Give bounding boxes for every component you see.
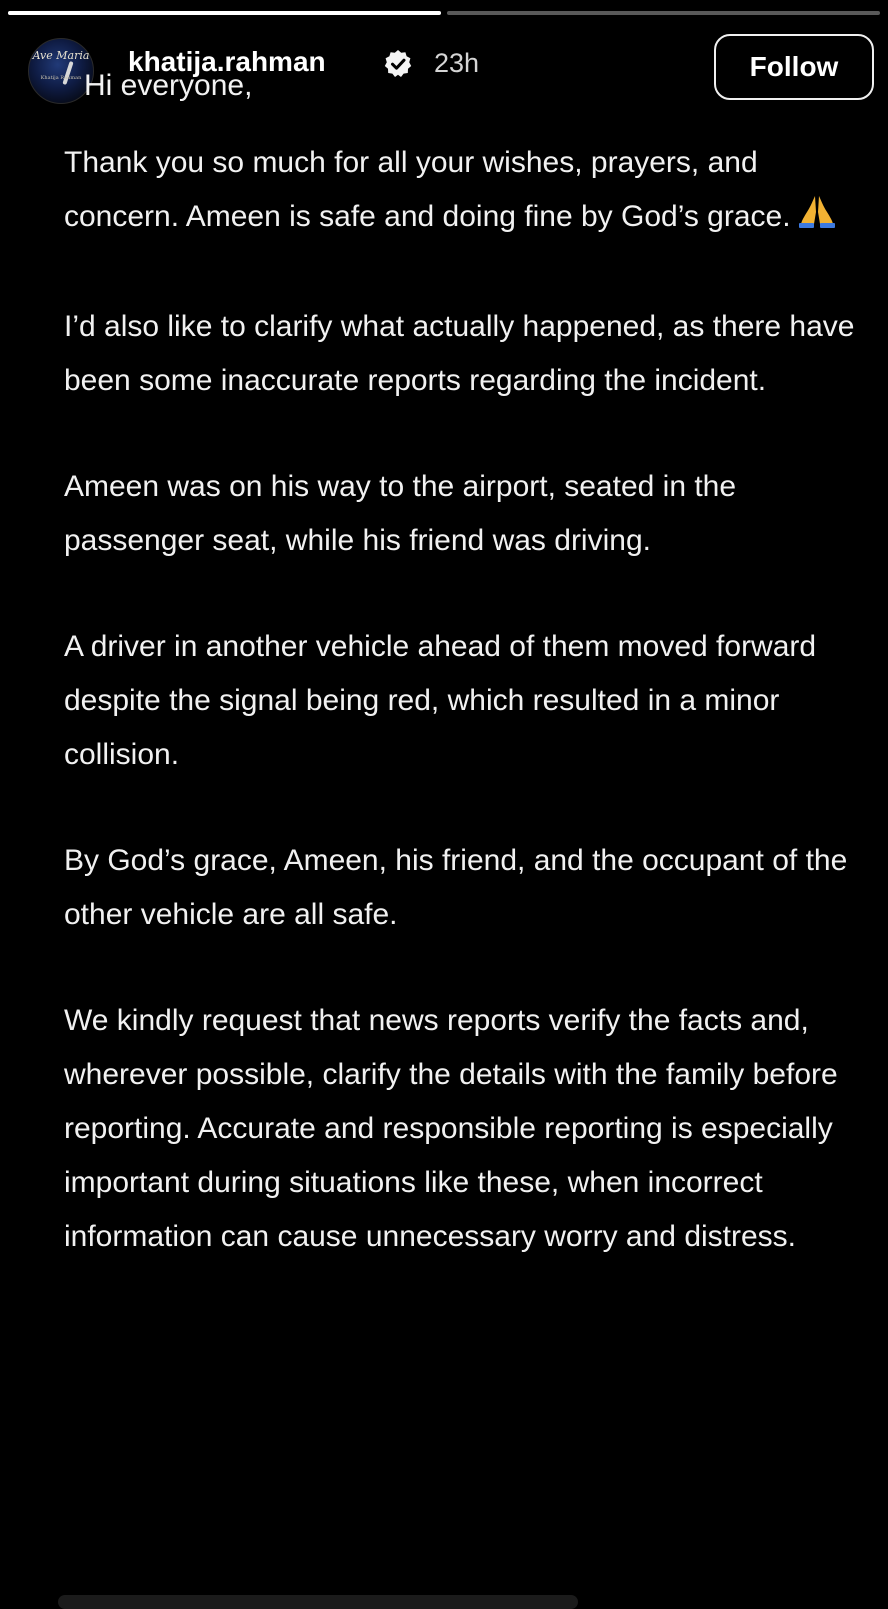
post-time: 23h bbox=[434, 48, 480, 78]
follow-button[interactable]: Follow bbox=[714, 34, 874, 100]
caption-paragraph: A driver in another vehicle ahead of them moved forward despite the signal being red, which resulted in a minor collision. bbox=[64, 630, 817, 771]
caption-paragraph: We kindly request that news reports verify the facts and, wherever possible, clarify the details with the family before reporting. Accurate and responsible reporting is especially important during situations like these, when incorrect information can cause unnecessary worry and distress. bbox=[64, 1004, 838, 1253]
progress-segment-1 bbox=[8, 11, 441, 15]
caption-cut-line: Hi everyone, bbox=[84, 69, 253, 102]
caption-paragraph: Ameen was on his way to the airport, seated in the passenger seat, while his friend was driving. bbox=[64, 470, 737, 557]
progress-fill-1 bbox=[8, 11, 441, 15]
story-progress bbox=[8, 11, 880, 15]
username-link[interactable]: khatija.rahman bbox=[128, 46, 326, 77]
caption-paragraph: By God’s grace, Ameen, his friend, and the occupant of the other vehicle are all safe. bbox=[64, 844, 848, 931]
caption-paragraph bbox=[64, 136, 858, 248]
bottom-sheet-edge bbox=[58, 1595, 578, 1609]
caption-paragraph-text: Thank you so much for all your wishes, prayers, and concern. Ameen is safe and doing fine by God’s grace. bbox=[64, 146, 791, 233]
progress-segment-2 bbox=[447, 11, 880, 15]
caption-paragraph: I’d also like to clarify what actually happened, as there have been some inaccurate reports regarding the incident. bbox=[64, 310, 855, 397]
avatar-subtitle: Khatija Rahman bbox=[40, 75, 82, 81]
folded-hands-icon bbox=[797, 190, 837, 248]
avatar-title: Ave Maria bbox=[32, 49, 90, 62]
post-caption bbox=[64, 69, 858, 1599]
